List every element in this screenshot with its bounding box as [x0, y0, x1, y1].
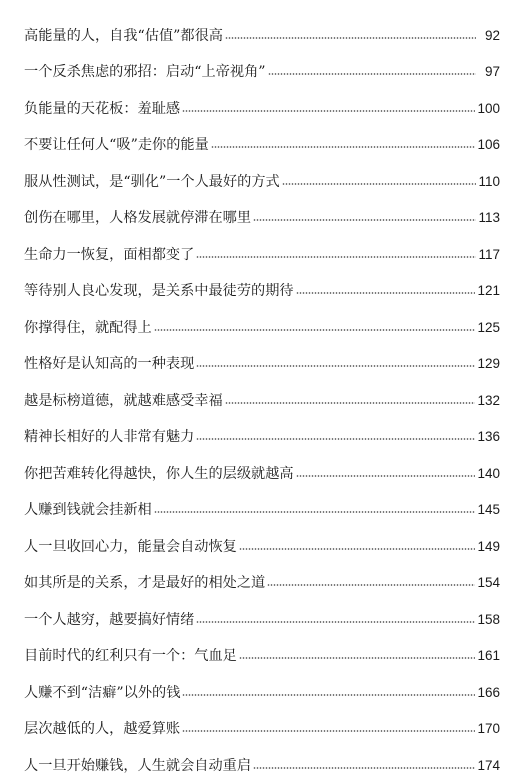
- dot-leader: [196, 363, 475, 369]
- dot-leader: [196, 254, 476, 260]
- toc-entry-title: 人一旦收回心力，能量会自动恢复: [24, 538, 237, 555]
- toc-entry-page-number: 149: [477, 538, 500, 554]
- toc-entry-title: 人一旦开始赚钱，人生就会自动重启: [24, 757, 252, 774]
- toc-entry[interactable]: [24, 702, 500, 739]
- toc-entry-title: 高能量的人，自我“估值”都很高: [24, 27, 223, 44]
- dot-leader: [182, 108, 475, 114]
- dot-leader: [182, 692, 475, 698]
- toc-entry[interactable]: [24, 592, 500, 629]
- toc-entry[interactable]: [24, 410, 500, 447]
- toc-entry-title: 性格好是认知高的一种表现: [24, 356, 195, 372]
- dot-leader: [182, 728, 475, 734]
- toc-entry-title: 一个反杀焦虑的邪招：启动“上帝视角”: [24, 64, 266, 80]
- dot-leader: [239, 655, 476, 661]
- toc-entry-title: 等待别人良心发现，是关系中最徒劳的期待: [24, 283, 294, 299]
- toc-entry[interactable]: [24, 81, 500, 118]
- dot-leader: [196, 619, 475, 625]
- toc-entry-page-number: 113: [478, 210, 500, 225]
- dot-leader: [296, 473, 476, 479]
- toc-entry-title: 服从性测试，是“驯化”一个人最好的方式: [24, 173, 280, 190]
- dot-leader: [196, 436, 475, 442]
- toc-entry[interactable]: [24, 665, 500, 702]
- dot-leader: [225, 400, 476, 406]
- dot-leader: [253, 765, 475, 771]
- dot-leader: [154, 509, 476, 515]
- toc-entry-page-number: 110: [478, 173, 500, 189]
- toc-entry[interactable]: [24, 519, 500, 556]
- toc-entry-title: 层次越低的人，越爱算账: [24, 721, 181, 737]
- toc-entry-page-number: 145: [477, 502, 500, 517]
- toc-entry[interactable]: [24, 264, 500, 301]
- toc-entry-page-number: 132: [477, 392, 500, 408]
- toc-entry[interactable]: [24, 446, 500, 483]
- toc-entry-page-number: 117: [478, 246, 500, 262]
- toc-entry-page-number: 170: [477, 721, 500, 736]
- toc-entry[interactable]: [24, 191, 500, 228]
- toc-entry[interactable]: [24, 45, 500, 82]
- toc-entry-page-number: 136: [477, 429, 500, 444]
- toc-entry-page-number: 140: [477, 465, 500, 481]
- dot-leader: [253, 217, 476, 223]
- toc-entry-title: 生命力一恢复，面相都变了: [24, 246, 195, 263]
- toc-entry[interactable]: [24, 300, 500, 337]
- toc-entry-page-number: 174: [477, 757, 500, 773]
- toc-entry[interactable]: [24, 118, 500, 155]
- toc-entry-title: 一个人越穷，越要搞好情绪: [24, 611, 195, 628]
- dot-leader: [268, 71, 476, 77]
- toc-entry-title: 你把苦难转化得越快，你人生的层级就越高: [24, 465, 294, 482]
- toc-entry[interactable]: [24, 556, 500, 593]
- toc-entry-page-number: 100: [477, 100, 500, 116]
- toc-entry-page-number: 97: [484, 64, 500, 79]
- toc-entry-title: 目前时代的红利只有一个：气血足: [24, 648, 237, 664]
- dot-leader: [296, 290, 476, 296]
- toc-entry-page-number: 106: [477, 137, 500, 152]
- toc-entry-page-number: 129: [477, 356, 500, 371]
- toc-entry-page-number: 154: [477, 575, 500, 590]
- toc-entry-title: 精神长相好的人非常有魅力: [24, 429, 195, 445]
- toc-entry-title: 越是标榜道德，就越难感受幸福: [24, 392, 223, 409]
- toc-entry-title: 人赚不到“洁癖”以外的钱: [24, 684, 181, 701]
- toc-entry-title: 如其所是的关系，才是最好的相处之道: [24, 575, 266, 591]
- toc-entry-page-number: 166: [477, 684, 500, 700]
- toc-entry-title: 负能量的天花板：羞耻感: [24, 100, 181, 117]
- dot-leader: [154, 327, 476, 333]
- toc-entry[interactable]: [24, 483, 500, 520]
- toc-entry-title: 创伤在哪里，人格发展就停滞在哪里: [24, 210, 252, 226]
- toc-entry-title: 不要让任何人“吸”走你的能量: [24, 137, 209, 153]
- toc-entry-page-number: 92: [484, 27, 500, 43]
- dot-leader: [211, 144, 476, 150]
- toc-entry-title: 你撑得住，就配得上: [24, 319, 152, 336]
- toc-entry[interactable]: [24, 227, 500, 264]
- toc-entry[interactable]: [24, 738, 500, 775]
- dot-leader: [239, 546, 476, 552]
- toc-entry[interactable]: [24, 154, 500, 191]
- toc-entry-page-number: 161: [477, 648, 500, 663]
- toc-entry-title: 人赚到钱就会挂新相: [24, 502, 152, 518]
- dot-leader: [225, 35, 476, 41]
- toc-entry-page-number: 125: [477, 319, 500, 335]
- toc-entry[interactable]: [24, 373, 500, 410]
- toc-entry-page-number: 158: [477, 611, 500, 627]
- dot-leader: [267, 582, 475, 588]
- toc-entry-page-number: 121: [477, 283, 500, 298]
- toc-entry[interactable]: [24, 8, 500, 45]
- toc-entry[interactable]: [24, 337, 500, 374]
- toc-entry[interactable]: [24, 629, 500, 666]
- table-of-contents: [24, 8, 500, 775]
- dot-leader: [282, 181, 476, 187]
